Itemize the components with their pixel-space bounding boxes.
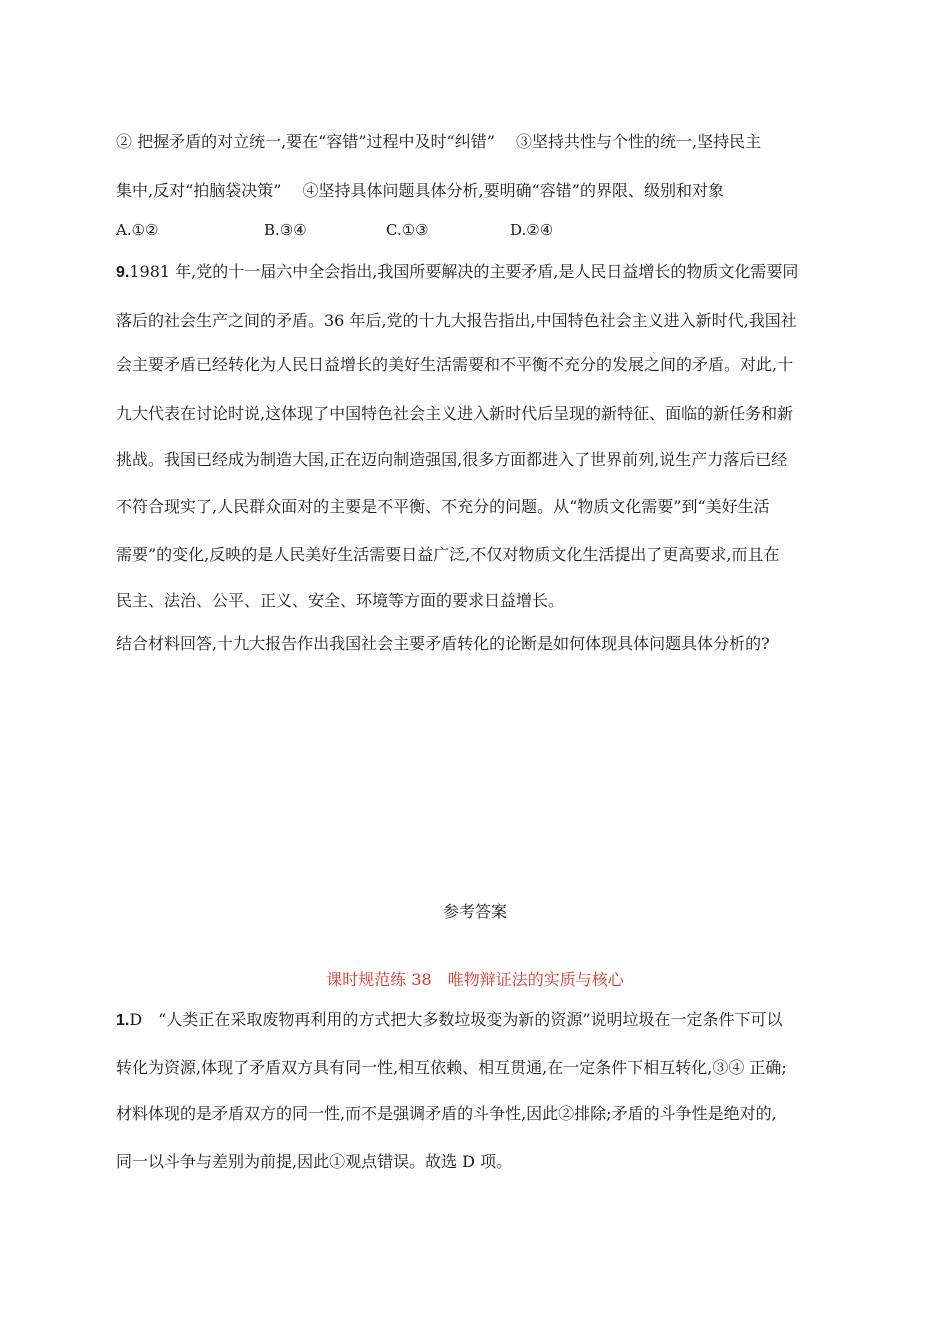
q8-statement-line-1: ② 把握矛盾的对立统一,要在“容错”过程中及时“纠错” ③坚持共性与个性的统一,坚持民主 [116,132,762,151]
q8-option-d: D.②④ [510,221,554,239]
q9-text-line: 挑战。我国已经成为制造大国,正在迈向制造强国,很多方面都进入了世界前列,说生产力落后已经 [116,450,788,469]
q8-option-b: B.③④ [264,221,307,239]
section-title: 课时规范练 38 唯物辩证法的实质与核心 [326,970,624,989]
a1-choice: D [129,1010,143,1029]
q8-option-c: C.①③ [386,221,429,239]
a1-text-line: 同一以斗争与差别为前提,因此①观点错误。故选 D 项。 [116,1152,513,1171]
q9-line-1 [116,262,798,283]
q9-text-line: 九大代表在讨论时说,这体现了中国特色社会主义进入新时代后呈现的新特征、面临的新任务和新 [116,404,794,423]
q8-statement-line-2: 集中,反对“拍脑袋决策” ④坚持具体问题具体分析,要明确“容错”的界限、级别和对象 [116,181,724,200]
q9-number: 9. [116,264,130,281]
a1-text-line: 转化为资源,体现了矛盾双方具有同一性,相互依赖、相互贯通,在一定条件下相互转化,③④ 正确; [116,1058,787,1077]
q9-text-line: 不符合现实了,人民群众面对的主要是不平衡、不充分的问题。从“物质文化需要”到“美好生活 [116,497,770,516]
q9-text-line: 会主要矛盾已经转化为人民日益增长的美好生活需要和不平衡不充分的发展之间的矛盾。对此,十 [116,355,794,374]
q9-text-line: 1981 年,党的十一届六中全会指出,我国所要解决的主要矛盾,是人民日益增长的物质文化需要同 [129,262,799,281]
q9-text-line: 民主、法治、公平、正义、安全、环境等方面的要求日益增长。 [116,591,565,610]
a1-number: 1. [116,1012,130,1029]
q9-text-line: 落后的社会生产之间的矛盾。36 年后,党的十九大报告指出,中国特色社会主义进入新时代,我国社 [116,311,797,330]
answers-heading: 参考答案 [442,902,507,921]
a1-line-1 [116,1010,783,1031]
q9-prompt: 结合材料回答,十九大报告作出我国社会主要矛盾转化的论断是如何体现具体问题具体分析的? [116,634,770,653]
a1-text-line: “人类正在采取废物再利用的方式把大多数垃圾变为新的资源”说明垃圾在一定条件下可以 [142,1010,783,1029]
a1-text-line: 材料体现的是矛盾双方的同一性,而不是强调矛盾的斗争性,因此②排除;矛盾的斗争性是绝对的, [116,1104,777,1123]
q9-text-line: 需要”的变化,反映的是人民美好生活需要日益广泛,不仅对物质文化生活提出了更高要求,而且在 [116,545,780,564]
q8-option-a: A.①② [116,221,159,239]
